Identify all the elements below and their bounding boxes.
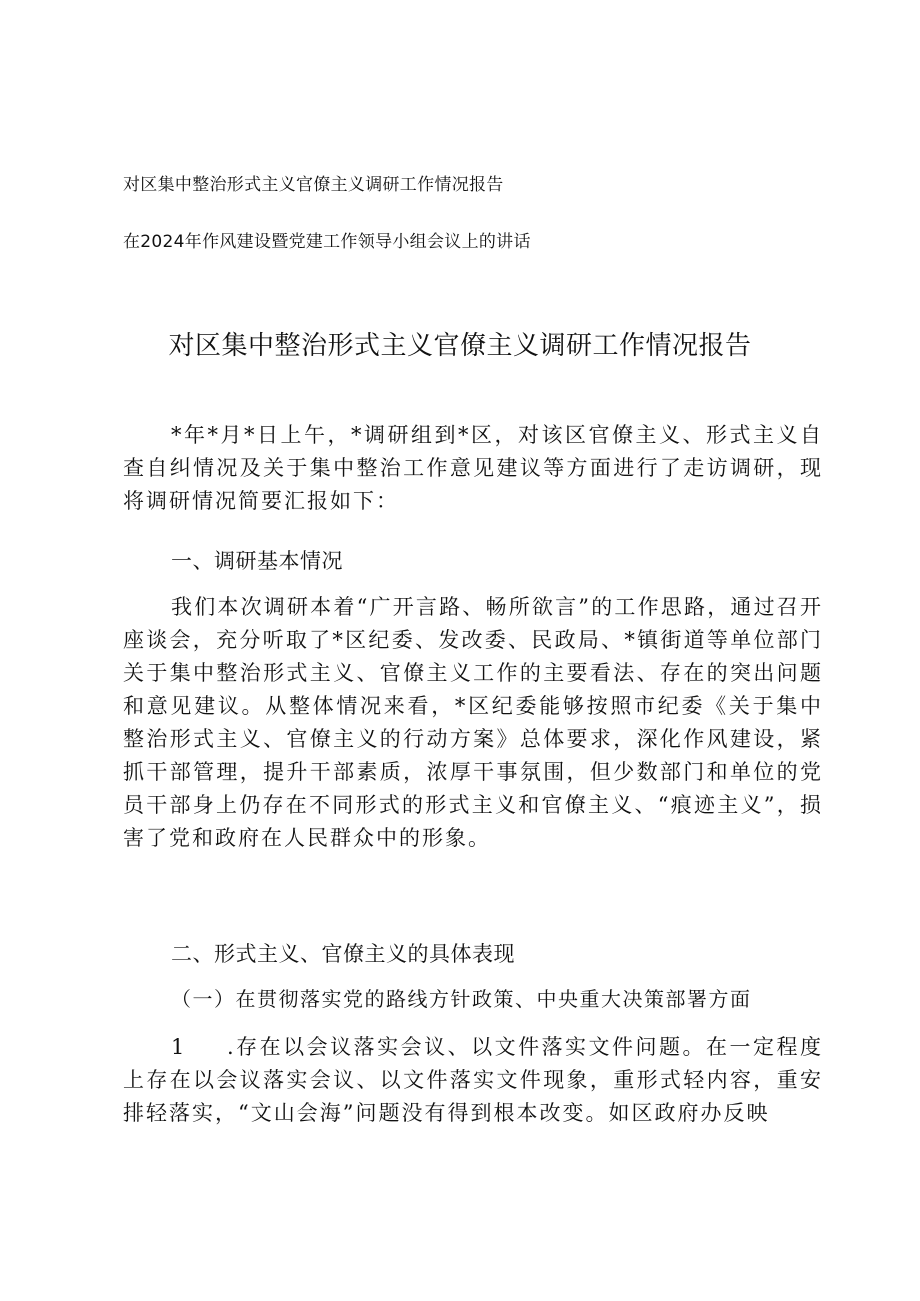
section-2-heading: 二、形式主义、官僚主义的具体表现 [171, 942, 515, 966]
toc-entry-2: 在2024年作风建设暨党建工作领导小组会议上的讲话 [123, 232, 531, 252]
item-1-number: 1 [171, 1035, 187, 1059]
intro-paragraph-block [123, 419, 823, 518]
item-1-paragraph [123, 1031, 823, 1130]
section-1-heading: 一、调研基本情况 [171, 549, 343, 573]
section-2-subheading-1: （一）在贯彻落实党的路线方针政策、中央重大决策部署方面 [171, 987, 752, 1011]
toc-entry-1: 对区集中整治形式主义官僚主义调研工作情况报告 [123, 175, 504, 195]
item-1-block [123, 1031, 823, 1130]
section-1-paragraph-block [123, 591, 823, 855]
item-1-text: .存在以会议落实会议、以文件落实文件问题。在一定程度上存在以会议落实会议、以文件落实文件现象，重形式轻内容，重安排轻落实，“文山会海”问题没有得到根本改变。如区政府办反映 [123, 1035, 823, 1125]
section-2-heading-block [123, 938, 823, 971]
section-1-heading-block [123, 545, 823, 578]
intro-paragraph: *年*月*日上午，*调研组到*区，对该区官僚主义、形式主义自查自纠情况及关于集中整治工作意见建议等方面进行了走访调研，现将调研情况简要汇报如下： [123, 423, 823, 513]
section-2-subheading-block [123, 983, 823, 1016]
section-1-paragraph: 我们本次调研本着“广开言路、畅所欲言”的工作思路，通过召开座谈会，充分听取了*区纪委、发改委、民政局、*镇街道等单位部门关于集中整治形式主义、官僚主义工作的主要看法、存在的突出问题和意见建议。从整体情况来看，*区纪委能够按照市纪委《关于集中整治形式主义、官僚主义的行动方案》总体要求，深化作风建设，紧抓干部管理，提升干部素质，浓厚干事氛围，但少数部门和单位的党员干部身上仍存在不同形式的形式主义和官僚主义、“痕迹主义”，损害了党和政府在人民群众中的形象。 [123, 595, 823, 850]
document-title: 对区集中整治形式主义官僚主义调研工作情况报告 [168, 331, 752, 361]
